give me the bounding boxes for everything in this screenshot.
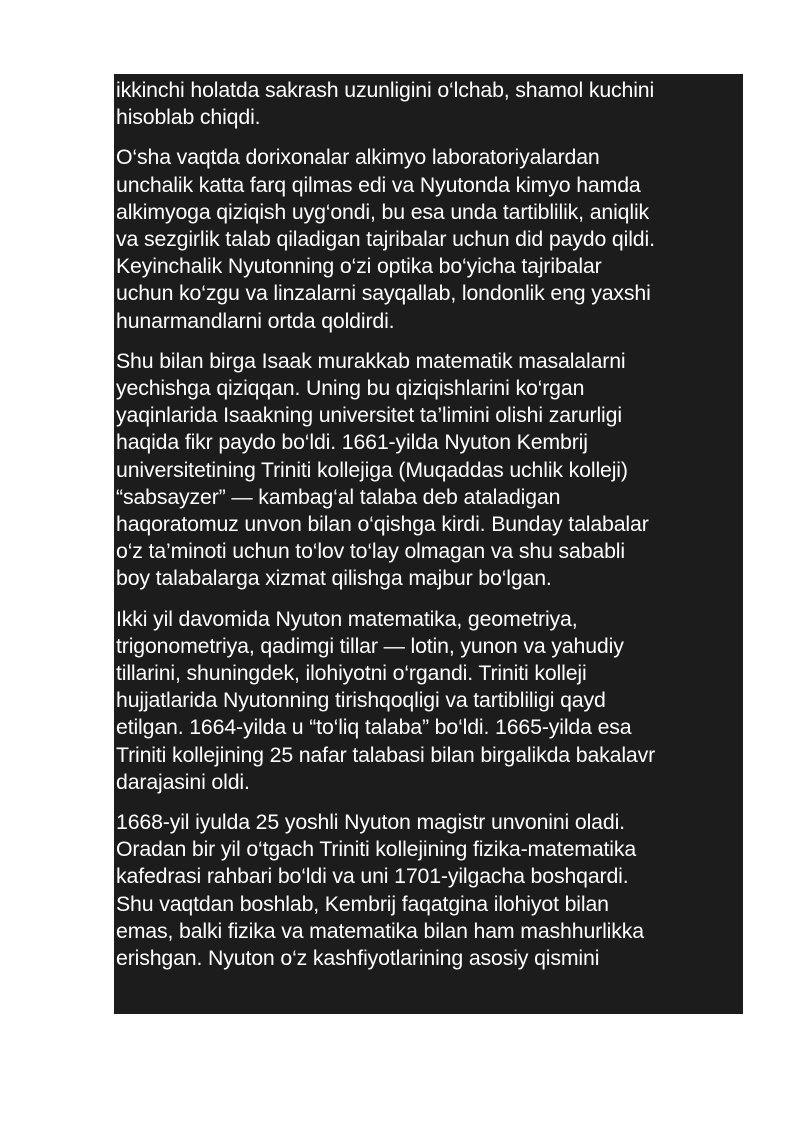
paragraph-1: ikkinchi holatda sakrash uzunligini o‘lchab, shamol kuchini hisoblab chiqdi.	[116, 78, 655, 130]
paragraph-3: Shu bilan birga Isaak murakkab matematik masalalarni yechishga qiziqqan. Uning bu qiziqishlarini ko‘rgan yaqinlarida Isaakning universitet ta’limini olishi zarurligi haqida fikr paydo bo‘ldi. 1661-yilda Nyuton Kembrij universitetining Triniti kollejiga (Muqaddas uchlik kolleji) “sabsayzer” — kambag‘al talaba deb ataladigan haqoratomuz unvon bilan o‘qishga kirdi. Bunday talabalar o‘z ta’minoti uchun to‘lov to‘lay olmagan va shu sababli boy talabalarga xizmat qilishga majbur bo‘lgan.	[116, 348, 649, 591]
paragraph-4: Ikki yil davomida Nyuton matematika, geometriya, trigonometriya, qadimgi tillar — lotin, yunon va yahudiy tillarini, shuningdek, ilohiyotni o‘rgandi. Triniti kolleji hujjatlarida Nyutonning tirishqoqligi va tartibliligi qayd etilgan. 1664-yilda u “to‘liq talaba” bo‘ldi. 1665-yilda esa Triniti kollejining 25 nafar talabasi bilan birgalikda bakalavr darajasini oldi.	[116, 606, 656, 794]
paragraph-5: 1668-yil iyulda 25 yoshli Nyuton magistr unvonini oladi. Oradan bir yil o‘tgach Triniti kollejining fizika-matematika kafedrasi rahbari bo‘ldi va uni 1701-yilgacha boshqardi. Shu vaqtdan boshlab, Kembrij faqatgina ilohiyot bilan emas, balki fizika va matematika bilan ham mashhurlikka erishgan. Nyuton o‘z kashfiyotlarining asosiy qismini	[116, 810, 644, 971]
paragraph-2: O‘sha vaqtda dorixonalar alkimyo laboratoriyalardan unchalik katta farq qilmas edi va Nyutonda kimyo hamda alkimyoga qiziqish uyg‘ondi, bu esa unda tartiblilik, aniqlik va sezgirlik talab qiladigan tajribalar uchun did paydo qildi. Keyinchalik Nyutonning o‘zi optika bo‘yicha tajribalar uchun ko‘zgu va linzalarni sayqallab, londonlik eng yaxshi hunarmandlarni ortda qoldirdi.	[116, 145, 655, 333]
text-block	[114, 74, 743, 1014]
